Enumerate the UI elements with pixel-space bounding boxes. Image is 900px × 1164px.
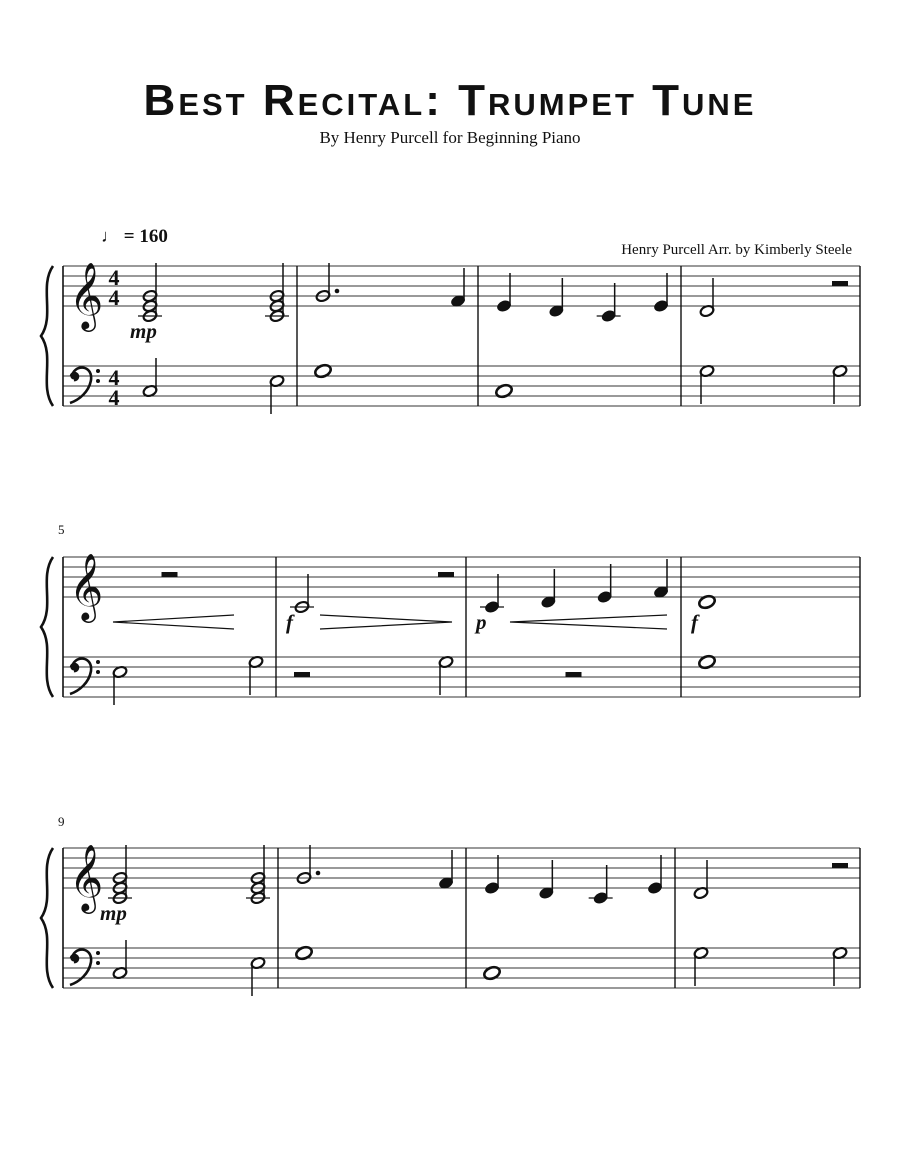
- rest: [438, 572, 454, 577]
- note: [269, 374, 285, 414]
- note: [540, 569, 556, 609]
- note: [295, 945, 314, 961]
- note: [653, 559, 669, 599]
- note: [647, 855, 663, 895]
- bass-clef-head: [70, 663, 77, 670]
- dynamic-marking: f: [691, 610, 698, 634]
- note: [832, 946, 848, 986]
- dynamic-marking: mp: [130, 319, 157, 343]
- half-rest-icon: [566, 672, 582, 677]
- note: [246, 845, 270, 905]
- half-rest-icon: [832, 863, 848, 868]
- note: [538, 860, 554, 900]
- augmentation-dot: [316, 871, 321, 876]
- notehead: [295, 945, 314, 961]
- note: [480, 574, 504, 614]
- rest: [832, 863, 848, 868]
- bass-clef-head: [70, 372, 77, 379]
- measure-number: 5: [58, 522, 65, 537]
- half-rest-icon: [294, 672, 310, 677]
- note: [693, 860, 709, 900]
- treble-clef-icon: 𝄞: [69, 554, 104, 619]
- dynamic-marking: p: [476, 610, 487, 634]
- notehead: [483, 965, 502, 981]
- half-rest-icon: [438, 572, 454, 577]
- dynamic-marking: f: [286, 610, 293, 634]
- system-brace: [41, 848, 53, 988]
- note: [112, 940, 128, 980]
- note: [315, 263, 339, 303]
- note: [142, 358, 158, 398]
- time-signature-bottom: 4: [108, 285, 120, 310]
- note: [597, 564, 613, 604]
- crescendo-hairpin: [113, 615, 234, 629]
- note: [450, 268, 466, 308]
- note: [699, 278, 715, 318]
- note: [296, 845, 320, 885]
- note: [698, 594, 717, 610]
- note: [653, 273, 669, 313]
- rest: [566, 672, 582, 677]
- note: [693, 946, 709, 986]
- tempo-text: = 160: [123, 226, 168, 247]
- composer-credit: Henry Purcell Arr. by Kimberly Steele: [621, 242, 852, 258]
- rest: [162, 572, 178, 577]
- note: [589, 865, 613, 905]
- measure-number: 9: [58, 814, 65, 829]
- augmentation-dot: [335, 289, 340, 294]
- treble-clef-icon: 𝄞: [69, 845, 104, 910]
- bass-clef-icon: [70, 368, 100, 403]
- note: [250, 956, 266, 996]
- notehead: [495, 383, 514, 399]
- notehead: [698, 654, 717, 670]
- bass-clef-head: [70, 954, 77, 961]
- note: [597, 283, 621, 323]
- bass-clef-icon: [70, 950, 100, 985]
- note: [495, 383, 514, 399]
- page-title: Best Recital: Trumpet Tune: [143, 76, 757, 125]
- note: [496, 273, 512, 313]
- rest: [294, 672, 310, 677]
- treble-clef-icon: 𝄞: [69, 263, 104, 328]
- half-rest-icon: [162, 572, 178, 577]
- note: [832, 364, 848, 404]
- note: [438, 655, 454, 695]
- bass-clef-dot: [96, 369, 100, 373]
- note: [483, 965, 502, 981]
- note: [290, 574, 314, 614]
- time-signature-top: 4: [108, 265, 120, 290]
- crescendo-hairpin: [510, 615, 667, 629]
- note: [438, 850, 454, 890]
- dynamic-marking: mp: [100, 901, 127, 925]
- time-signature-bottom: 4: [108, 385, 120, 410]
- time-signature-top: 4: [108, 365, 120, 390]
- note: [314, 363, 333, 379]
- bass-clef-dot: [96, 670, 100, 674]
- system-brace: [41, 557, 53, 697]
- note: [112, 665, 128, 705]
- system-brace: [41, 266, 53, 406]
- note: [108, 845, 132, 905]
- bass-clef-dot: [96, 961, 100, 965]
- notehead: [314, 363, 333, 379]
- bass-clef-icon: [70, 659, 100, 694]
- bass-clef-dot: [96, 660, 100, 664]
- quarter-note-icon: ♩: [101, 226, 119, 246]
- notehead: [698, 594, 717, 610]
- page-subtitle: By Henry Purcell for Beginning Piano: [319, 128, 581, 147]
- note: [699, 364, 715, 404]
- diminuendo-hairpin: [320, 615, 452, 629]
- note: [548, 278, 564, 318]
- rest: [832, 281, 848, 286]
- bass-clef-dot: [96, 951, 100, 955]
- note: [698, 654, 717, 670]
- note: [265, 263, 289, 323]
- note: [484, 855, 500, 895]
- note: [138, 263, 162, 323]
- note: [248, 655, 264, 695]
- half-rest-icon: [832, 281, 848, 286]
- bass-clef-dot: [96, 379, 100, 383]
